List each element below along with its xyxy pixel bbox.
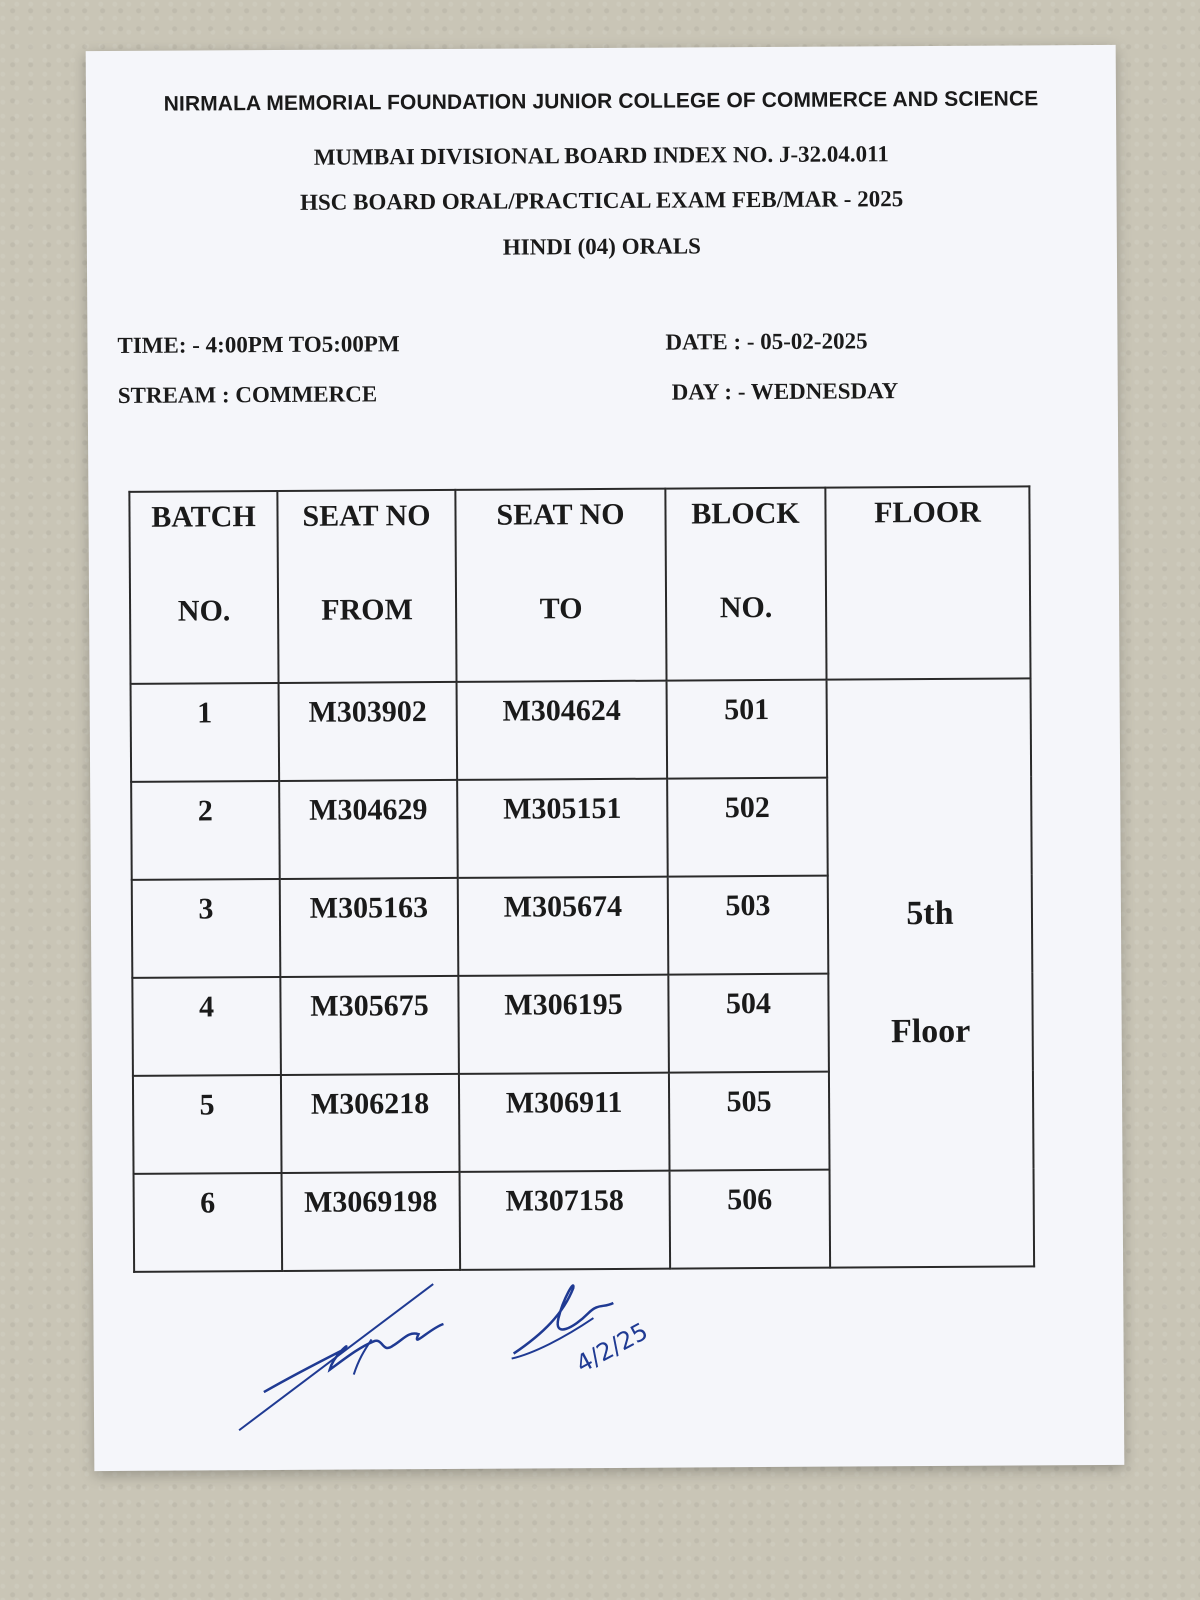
exam-day: DAY : - WEDNESDAY bbox=[671, 378, 899, 405]
signature-2 bbox=[503, 1257, 694, 1378]
exam-time: TIME: - 4:00PM TO5:00PM bbox=[117, 331, 400, 358]
signature-1 bbox=[233, 1279, 454, 1440]
seat-from-cell: M305163 bbox=[280, 878, 459, 977]
seat-to-cell: M307158 bbox=[460, 1171, 671, 1270]
block-cell: 505 bbox=[669, 1072, 830, 1171]
seating-table bbox=[128, 485, 1035, 1272]
block-cell: 504 bbox=[668, 974, 829, 1073]
exam-title: HSC BOARD ORAL/PRACTICAL EXAM FEB/MAR - 2025 bbox=[299, 186, 904, 215]
batch-cell: 2 bbox=[131, 781, 280, 880]
seat-to-cell: M304624 bbox=[457, 681, 668, 780]
header-batch: BATCH NO. bbox=[129, 491, 278, 684]
batch-cell: 1 bbox=[131, 683, 280, 782]
block-cell: 501 bbox=[667, 680, 828, 779]
seat-from-cell: M305675 bbox=[280, 976, 459, 1075]
seat-to-cell: M305674 bbox=[458, 877, 669, 976]
seat-from-cell: M304629 bbox=[279, 780, 458, 879]
board-index: MUMBAI DIVISIONAL BOARD INDEX NO. J-32.04.011 bbox=[313, 141, 889, 170]
floor-line-1: 5th bbox=[906, 894, 954, 933]
header-seat-to: SEAT NO TO bbox=[455, 489, 666, 682]
header-floor: FLOOR bbox=[825, 486, 1030, 679]
batch-cell: 6 bbox=[134, 1173, 283, 1272]
block-cell: 502 bbox=[667, 778, 828, 877]
seat-from-cell: M306218 bbox=[281, 1074, 460, 1173]
floor-line-2: Floor bbox=[890, 1012, 971, 1051]
table-row bbox=[131, 678, 1032, 781]
document-page bbox=[86, 45, 1125, 1471]
batch-cell: 4 bbox=[132, 977, 281, 1076]
exam-date: DATE : - 05-02-2025 bbox=[665, 328, 868, 355]
seat-to-cell: M305151 bbox=[457, 779, 668, 878]
header-seat-from: SEAT NO FROM bbox=[277, 490, 456, 683]
seat-to-cell: M306195 bbox=[458, 975, 669, 1074]
block-cell: 506 bbox=[670, 1170, 831, 1269]
seat-from-cell: M3069198 bbox=[282, 1172, 461, 1271]
floor-cell bbox=[827, 678, 1035, 1267]
signature-date: 4/2/25 bbox=[571, 1317, 653, 1379]
subject-title: HINDI (04) ORALS bbox=[502, 233, 701, 260]
block-cell: 503 bbox=[668, 876, 829, 975]
seat-from-cell: M303902 bbox=[279, 682, 458, 781]
table-header-row bbox=[129, 486, 1030, 683]
seat-to-cell: M306911 bbox=[459, 1073, 670, 1172]
exam-stream: STREAM : COMMERCE bbox=[117, 381, 378, 408]
college-name: NIRMALA MEMORIAL FOUNDATION JUNIOR COLLEGE OF COMMERCE AND SCIENCE bbox=[163, 87, 1039, 116]
batch-cell: 5 bbox=[133, 1075, 282, 1174]
header-block: BLOCK NO. bbox=[665, 488, 826, 681]
batch-cell: 3 bbox=[132, 879, 281, 978]
